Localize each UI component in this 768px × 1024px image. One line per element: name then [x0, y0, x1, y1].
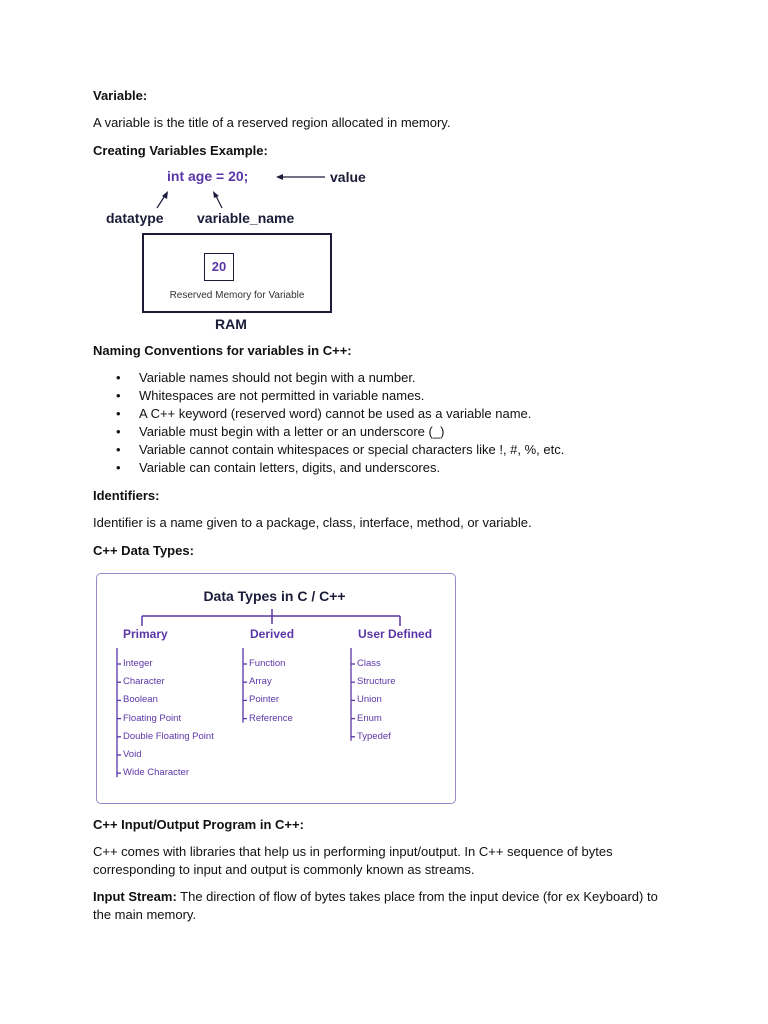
datatype-label: datatype	[106, 210, 164, 226]
io-description-line2: corresponding to input and output is commonly known as streams.	[93, 862, 475, 877]
io-heading: C++ Input/Output Program in C++:	[93, 817, 304, 832]
input-stream-line1	[93, 888, 658, 906]
creating-variables-heading: Creating Variables Example:	[93, 143, 268, 158]
data-type-item: Double Floating Point	[123, 730, 214, 742]
primary-category: Primary	[123, 627, 168, 641]
data-type-item: Reference	[249, 712, 293, 724]
naming-rule-text: Variable can contain letters, digits, and underscores.	[139, 460, 441, 475]
input-stream-line2: the main memory.	[93, 907, 197, 922]
data-type-item: Wide Character	[123, 767, 189, 779]
variable-name-arrowhead	[213, 191, 219, 198]
naming-rule-text: Variable must begin with a letter or an underscore (_)	[139, 424, 445, 439]
data-type-item: Void	[123, 749, 142, 760]
data-type-item: Pointer	[249, 694, 280, 706]
data-type-item: Integer	[123, 658, 153, 669]
reserved-memory-text: Reserved Memory for Variable	[169, 290, 305, 301]
bullet-icon: •	[116, 370, 121, 385]
naming-rule-item	[93, 459, 564, 477]
bullet-icon: •	[116, 424, 121, 439]
data-type-item: Union	[357, 694, 382, 706]
code-example: int age = 20;	[167, 168, 249, 184]
data-type-item: Structure	[357, 676, 396, 688]
naming-rule-item	[93, 441, 564, 459]
naming-rule-text: Variable names should not begin with a number.	[139, 370, 416, 385]
naming-rule-text: Whitespaces are not permitted in variable names.	[139, 388, 425, 403]
user-defined-category: User Defined	[358, 627, 433, 641]
data-type-item: Enum	[357, 712, 382, 724]
variable-description: A variable is the title of a reserved region allocated in memory.	[93, 115, 451, 130]
identifiers-heading: Identifiers:	[93, 488, 160, 503]
variable-diagram	[100, 162, 390, 338]
input-stream-text: The direction of flow of bytes takes place from the input device (for ex Keyboard) to	[176, 889, 658, 904]
variable-name-label: variable_name	[197, 210, 295, 226]
naming-rule-item	[93, 405, 564, 423]
data-types-title: Data Types in C / C++	[203, 588, 346, 604]
memory-cell: 20	[204, 253, 234, 281]
data-type-item: Boolean	[123, 694, 158, 706]
data-type-item: Function	[249, 658, 286, 669]
value-label: value	[330, 169, 366, 185]
naming-rules-list	[93, 369, 564, 477]
naming-rule-item	[93, 369, 564, 387]
ram-label: RAM	[215, 316, 247, 332]
naming-rule-text: A C++ keyword (reserved word) cannot be used as a variable name.	[139, 406, 532, 421]
derived-category: Derived	[250, 627, 295, 641]
bullet-icon: •	[116, 406, 121, 421]
bullet-icon: •	[116, 442, 121, 457]
naming-rule-text: Variable cannot contain whitespaces or special characters like !, #, %, etc.	[139, 442, 565, 457]
naming-rule-item	[93, 423, 564, 441]
identifiers-description: Identifier is a name given to a package, class, interface, method, or variable.	[93, 515, 532, 530]
data-type-item: Class	[357, 658, 381, 669]
data-type-item: Character	[123, 676, 165, 688]
bullet-icon: •	[116, 388, 121, 403]
data-type-item: Floating Point	[123, 712, 182, 724]
data-types-heading: C++ Data Types:	[93, 543, 194, 558]
input-stream-label: Input Stream:	[93, 889, 177, 904]
ram-box	[142, 233, 332, 313]
io-description-line1: C++ comes with libraries that help us in performing input/output. In C++ sequence of bytes	[93, 844, 613, 859]
data-type-item: Typedef	[357, 730, 391, 742]
variable-heading: Variable:	[93, 88, 148, 103]
data-types-diagram	[96, 573, 456, 804]
data-type-item: Array	[249, 676, 272, 688]
bullet-icon: •	[116, 460, 121, 475]
value-arrowhead	[276, 174, 283, 180]
naming-conventions-heading: Naming Conventions for variables in C++:	[93, 343, 352, 358]
naming-rule-item	[93, 387, 564, 405]
